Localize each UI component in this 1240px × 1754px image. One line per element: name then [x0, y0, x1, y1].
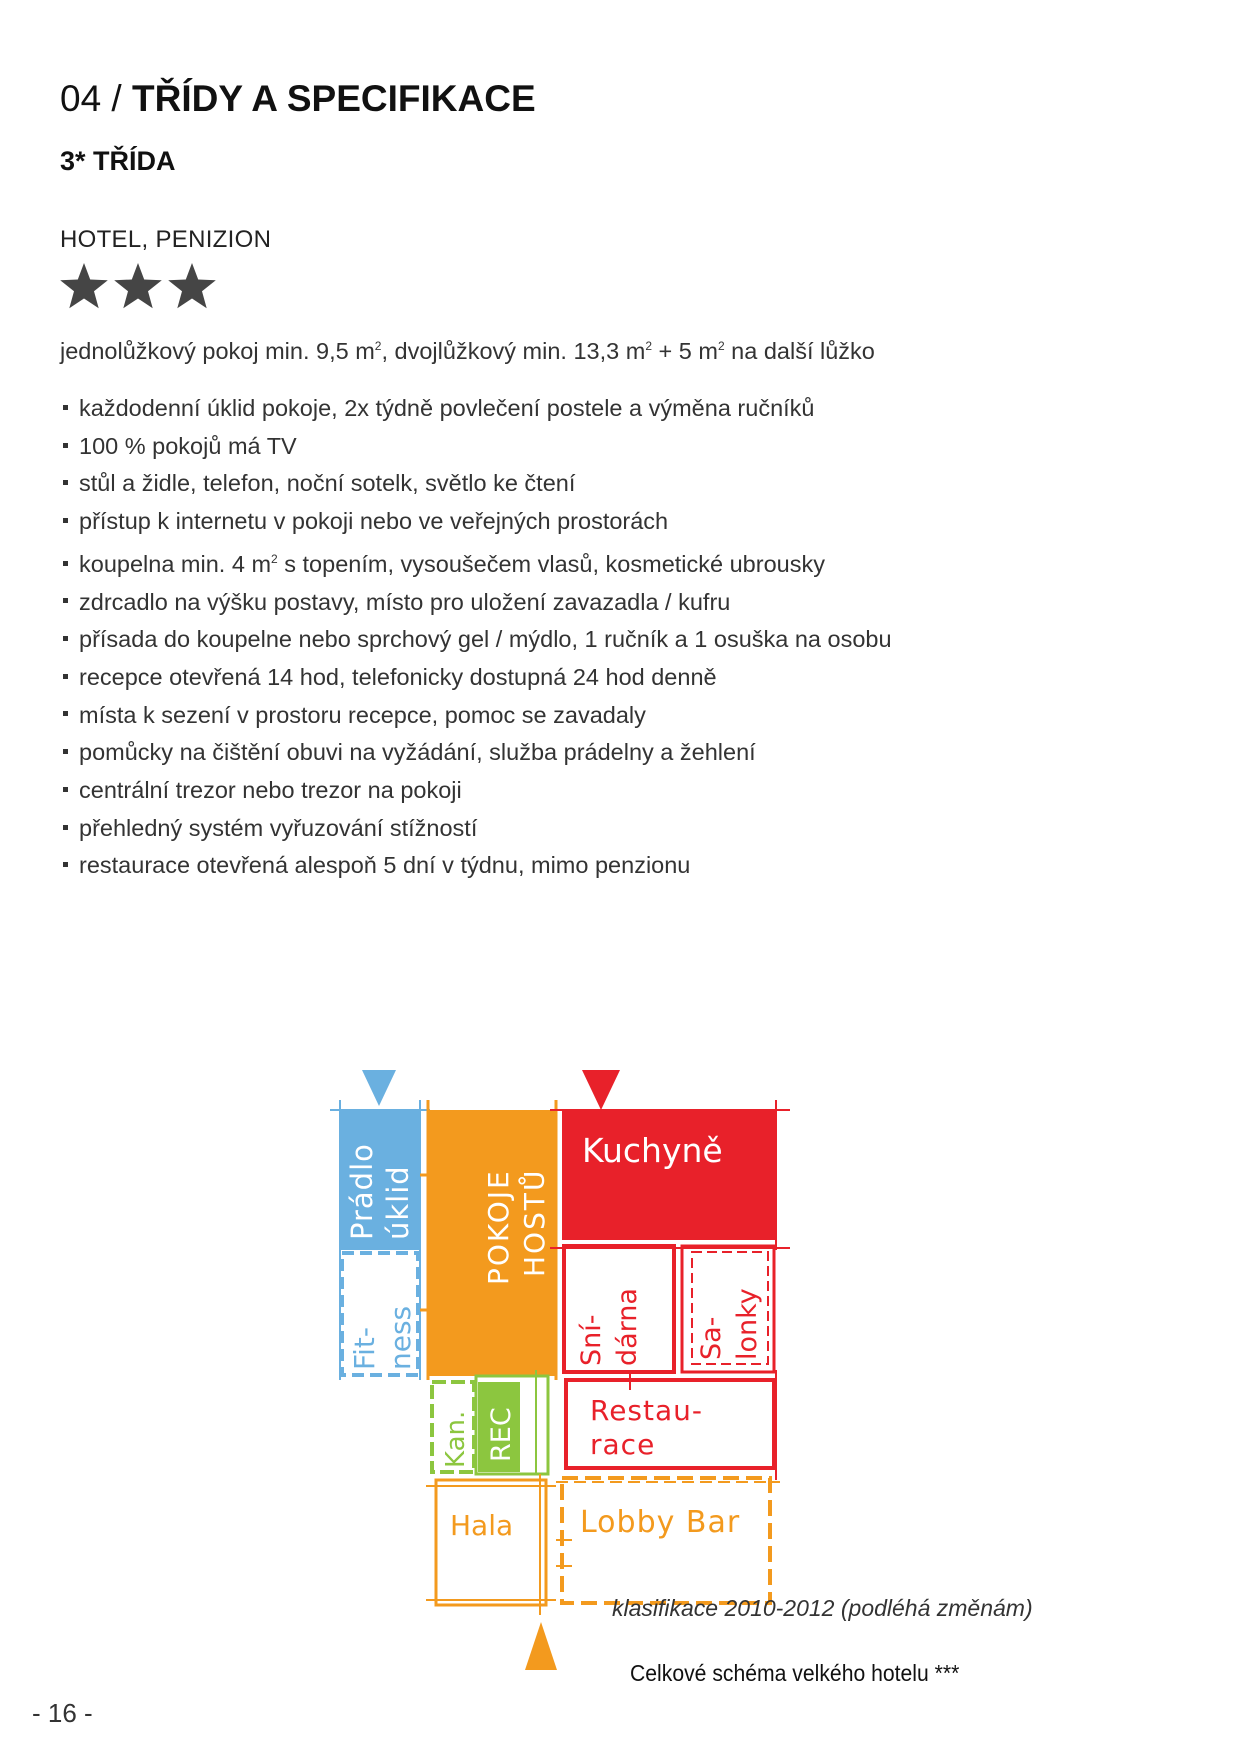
label-pokoje: POKOJE: [482, 1169, 515, 1285]
section-title: TŘÍDY A SPECIFIKACE: [132, 78, 536, 119]
list-item: 100 % pokojů má TV: [60, 428, 892, 466]
label-pradlo: Prádlo: [345, 1143, 379, 1240]
hall-block: [436, 1480, 546, 1605]
list-item: přístup k internetu v pokoji nebo ve veřejných prostorách: [60, 503, 892, 541]
page-heading: [60, 78, 536, 120]
label-ness: ness: [384, 1305, 417, 1370]
list-item: recepce otevřená 14 hod, telefonicky dostupná 24 hod denně: [60, 659, 892, 697]
label-hostu: HOSTŮ: [518, 1168, 551, 1277]
label-sa: Sa-: [696, 1316, 727, 1360]
label-sni: Sní-: [576, 1314, 607, 1366]
list-item: přísada do koupelne nebo sprchový gel / mýdlo, 1 ručník a 1 osuška na osobu: [60, 621, 892, 659]
list-item: zdrcadlo na výšku postavy, místo pro uložení zavazadla / kufru: [60, 584, 892, 622]
label-lobby-bar: Lobby Bar: [580, 1505, 741, 1540]
list-item: stůl a židle, telefon, noční sotelk, světlo ke čtení: [60, 465, 892, 503]
class-subheading: 3* TŘÍDA: [60, 146, 176, 176]
star-icon: [168, 263, 216, 308]
star-rating: [58, 261, 220, 313]
list-item: pomůcky na čištění obuvi na vyžádání, služba prádelny a žehlení: [60, 734, 892, 772]
label-darna: dárna: [612, 1288, 643, 1366]
page-number: - 16 -: [32, 1698, 93, 1728]
label-restau: Restau-: [590, 1394, 703, 1427]
laundry-entrance-arrow-icon: [362, 1070, 396, 1106]
list-item: restaurace otevřená alespoň 5 dní v týdnu, mimo penzionu: [60, 847, 892, 885]
label-kuchyne: Kuchyně: [582, 1131, 723, 1170]
classification-caption: klasifikace 2010-2012 (podléhá změnám): [612, 1595, 1033, 1621]
list-item: přehledný systém vyřuzování stížností: [60, 810, 892, 848]
lobby-bar-block: [562, 1478, 770, 1603]
star-icon: [114, 263, 162, 308]
list-item: centrální trezor nebo trezor na pokoji: [60, 772, 892, 810]
label-race: race: [590, 1428, 656, 1461]
list-item: koupelna min. 4 $m^2$ s topením, vysoušečem vlasů, kosmetické ubrousky: [60, 541, 892, 584]
label-uklid: úklid: [381, 1165, 415, 1240]
room-size-intro: jednolůžkový pokoj min. 9,5 $m^2$, dvojlůžkový min. 13,3 $m^2 + 5$ $m^2$ na další lůžko: [60, 338, 875, 364]
star-icon: [60, 263, 108, 308]
kitchen-entrance-arrow-icon: [582, 1070, 620, 1110]
label-lonky: lonky: [732, 1288, 763, 1360]
label-fit: Fit-: [348, 1327, 381, 1370]
scheme-caption: Celkové schéma velkého hotelu ***: [630, 1660, 960, 1686]
list-item: každodenní úklid pokoje, 2x týdně povlečení postele a výměna ručníků: [60, 390, 892, 428]
label-hala: Hala: [450, 1509, 514, 1542]
kitchen-block: [562, 1110, 776, 1240]
section-number: 04 /: [60, 78, 132, 119]
list-item: místa k sezení v prostoru recepce, pomoc se zavadaly: [60, 697, 892, 735]
requirements-list: [60, 390, 892, 885]
main-entrance-arrow-icon: [525, 1622, 557, 1670]
label-kan: Kan.: [441, 1410, 471, 1468]
label-rec: REC: [486, 1407, 517, 1462]
category-label: HOTEL, PENIZION: [60, 226, 272, 253]
